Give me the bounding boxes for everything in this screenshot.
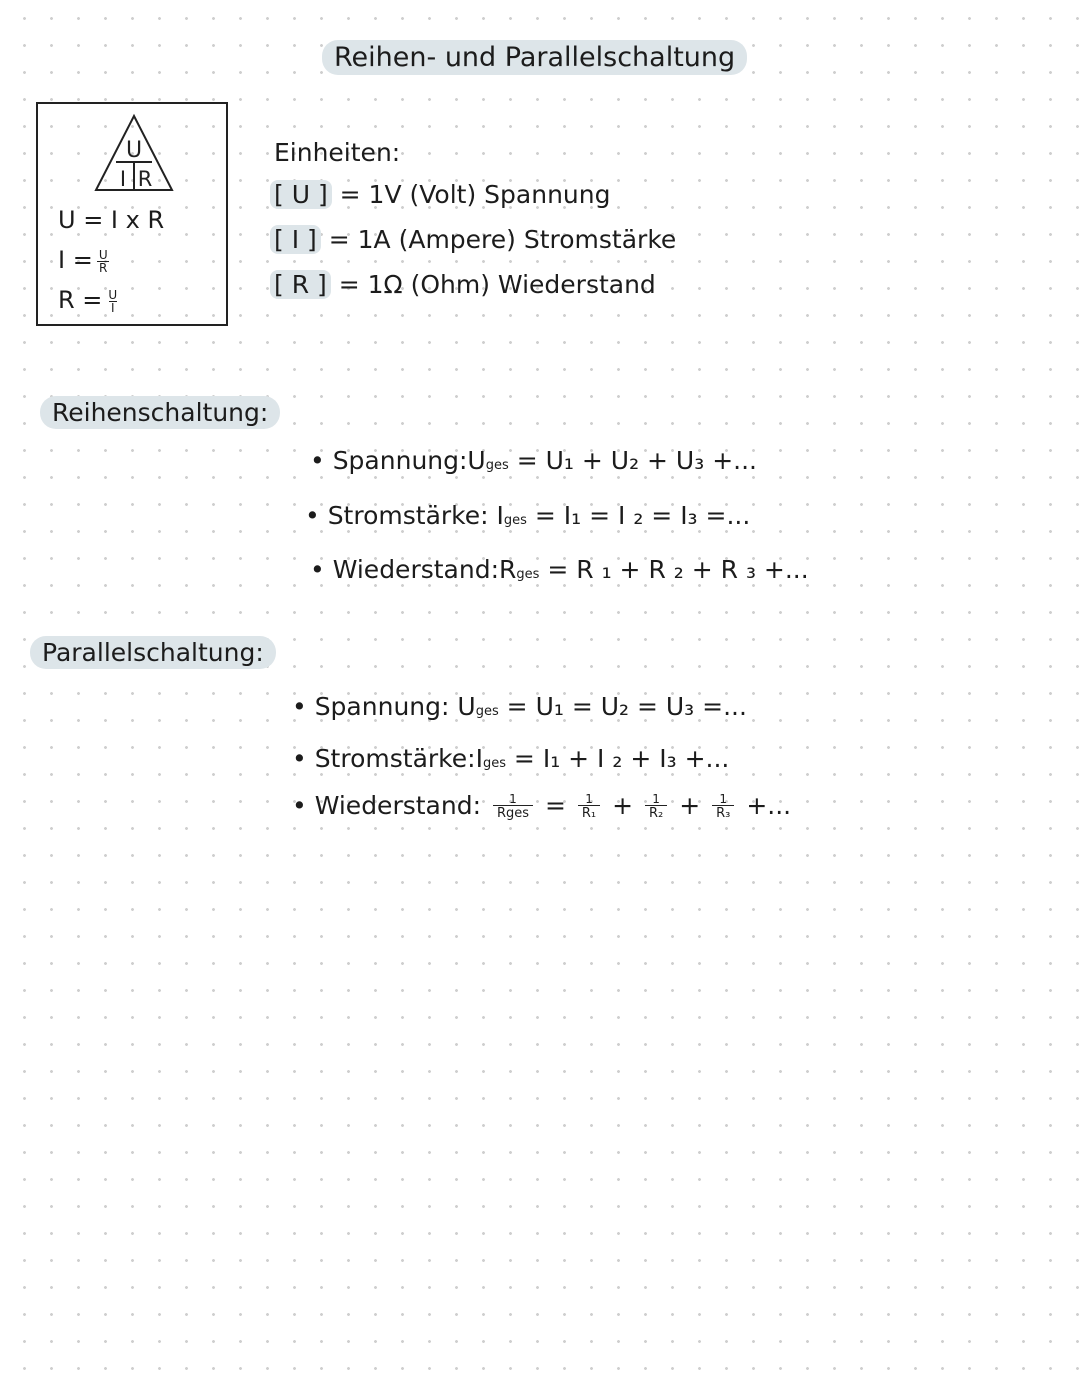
parallel-spannung-rhs: = U₁ = U₂ = U₃ =... (506, 692, 747, 721)
fraction-r1-num: 1 (585, 791, 593, 806)
parallel-spannung-line (292, 692, 747, 721)
uri-formula-box (36, 102, 228, 326)
reihen-strom-label: • Stromstärke: (305, 501, 489, 530)
einheiten-row-i (270, 225, 676, 254)
parallel-spannung-label: • Spannung: (292, 692, 450, 721)
parallel-spannung-lhs: U (457, 692, 476, 721)
formula-i-num: U (98, 247, 108, 262)
unit-definition-r: = 1Ω (Ohm) Wiederstand (338, 270, 656, 299)
page-title: Reihen- und Parallelschaltung (322, 40, 747, 75)
parallel-widerstand-plus1: + (612, 791, 634, 820)
uri-triangle-icon (94, 112, 174, 194)
triangle-right-label: R (137, 167, 153, 191)
reihen-widerstand-rhs: = R ₁ + R ₂ + R ₃ +... (547, 555, 809, 584)
triangle-left-label: I (119, 167, 127, 191)
formula-i-lhs: I = (58, 246, 93, 274)
parallel-spannung-sub: ges (475, 704, 499, 719)
reihen-spannung-label: • Spannung: (310, 446, 468, 475)
fraction-r3-den: R₃ (712, 805, 734, 821)
fraction-1-over-rges (493, 793, 533, 821)
reihen-widerstand-line (310, 555, 809, 584)
parallel-strom-label: • Stromstärke: (292, 744, 476, 773)
fraction-r2-num: 1 (652, 791, 660, 806)
formula-i-fraction (97, 249, 110, 274)
parallel-widerstand-tail: +... (746, 791, 792, 820)
parallel-strom-lhs: I (475, 744, 483, 773)
parallel-strom-sub: ges (482, 756, 506, 771)
einheiten-heading: Einheiten: (274, 138, 401, 167)
formula-r-den: I (111, 300, 115, 315)
unit-symbol-r: [ R ] (270, 270, 331, 299)
reihen-strom-line (305, 501, 750, 530)
reihen-spannung-rhs: = U₁ + U₂ + U₃ +... (516, 446, 757, 475)
parallel-widerstand-line (292, 791, 791, 821)
formula-i (58, 246, 110, 274)
reihenschaltung-heading: Reihenschaltung: (40, 396, 280, 429)
unit-definition-u: = 1V (Volt) Spannung (339, 180, 611, 209)
reihen-spannung-lhs: U (467, 446, 486, 475)
formula-r-lhs: R = (58, 286, 103, 314)
triangle-top-label: U (125, 138, 143, 163)
unit-symbol-i: [ I ] (270, 225, 321, 254)
reihen-strom-sub: ges (503, 513, 527, 528)
formula-i-den: R (99, 260, 108, 275)
fraction-r1-den: R₁ (578, 805, 600, 821)
formula-r-num: U (108, 287, 118, 302)
parallel-strom-rhs: = I₁ + I ₂ + I₃ +... (513, 744, 730, 773)
fraction-rges-den: Rges (493, 805, 533, 821)
reihen-spannung-line (310, 446, 757, 475)
reihen-widerstand-lhs: R (499, 555, 517, 584)
reihen-widerstand-label: • Wiederstand: (310, 555, 500, 584)
parallel-widerstand-label: • Wiederstand: (292, 791, 482, 820)
unit-definition-i: = 1A (Ampere) Stromstärke (328, 225, 677, 254)
fraction-1-over-r1 (578, 793, 600, 821)
parallel-widerstand-eq: = (544, 791, 566, 820)
reihen-spannung-sub: ges (485, 458, 509, 473)
einheiten-row-r (270, 270, 656, 299)
reihen-strom-rhs: = I₁ = I ₂ = I₃ =... (534, 501, 751, 530)
parallel-strom-line (292, 744, 729, 773)
reihen-strom-lhs: I (496, 501, 504, 530)
parallel-widerstand-plus2: + (679, 791, 701, 820)
fraction-rges-num: 1 (509, 791, 517, 806)
unit-symbol-u: [ U ] (270, 180, 332, 209)
formula-u: U = I x R (58, 206, 165, 234)
fraction-1-over-r3 (712, 793, 734, 821)
formula-r (58, 286, 119, 314)
fraction-1-over-r2 (645, 793, 667, 821)
einheiten-row-u (270, 180, 610, 209)
parallelschaltung-heading: Parallelschaltung: (30, 636, 276, 669)
fraction-r2-den: R₂ (645, 805, 667, 821)
fraction-r3-num: 1 (719, 791, 728, 806)
reihen-widerstand-sub: ges (516, 567, 540, 582)
formula-r-fraction (106, 289, 119, 314)
